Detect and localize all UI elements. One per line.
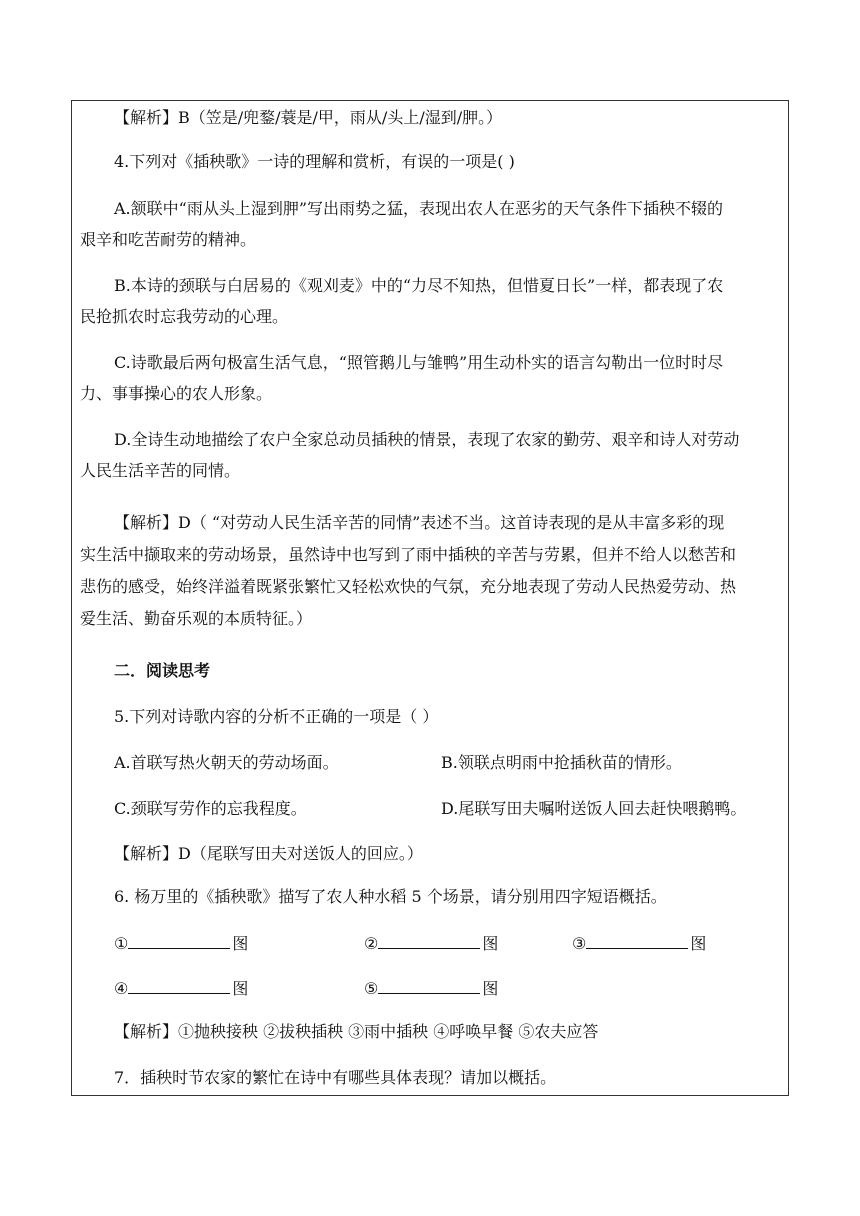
q5-analysis: 【解析】D（尾联写田夫对送饭人的回应。） xyxy=(114,844,423,863)
q5-option-b: B.领联点明雨中抢插秋苗的情形。 xyxy=(441,753,682,772)
q6-answer-line-1[interactable] xyxy=(128,932,230,949)
q5-option-c: C.颈联写劳作的忘我程度。 xyxy=(114,799,307,818)
q4-option-c-line1: C.诗歌最后两句极富生活气息，“照管鹅儿与雏鸭”用生动朴实的语言勾勒出一位时时尽 xyxy=(114,353,724,372)
q6-blank-4 xyxy=(114,977,248,999)
q6-blank-5-marker: ⑤ xyxy=(364,979,379,998)
q6-blank-2 xyxy=(364,932,498,954)
q5-stem: 5.下列对诗歌内容的分析不正确的一项是（ ） xyxy=(114,707,439,726)
q6-answer-line-3[interactable] xyxy=(586,932,688,949)
q6-stem: 6. 杨万里的《插秧歌》描写了农人种水稻 5 个场景，请分别用四字短语概括。 xyxy=(114,887,667,906)
q4-analysis-line4: 爱生活、勤奋乐观的本质特征。） xyxy=(80,609,313,628)
q6-answer-line-5[interactable] xyxy=(378,977,480,994)
q4-option-b-line1: B.本诗的颈联与白居易的《观刈麦》中的“力尽不知热，但惜夏日长”一样，都表现了农 xyxy=(114,276,724,295)
q4-option-a-line2: 艰辛和吃苦耐劳的精神。 xyxy=(80,230,257,249)
q4-option-a-line1: A.颔联中“雨从头上湿到胛”写出雨势之猛，表现出农人在恶劣的天气条件下插秧不辍的 xyxy=(114,199,724,218)
q6-blank-5-suffix: 图 xyxy=(482,979,499,998)
q6-blank-1-marker: ① xyxy=(114,934,129,953)
q6-blank-4-suffix: 图 xyxy=(232,979,249,998)
q4-option-d-line1: D.全诗生动地描绘了农户全家总动员插秧的情景，表现了农家的勤劳、艰辛和诗人对劳动 xyxy=(114,430,740,449)
q4-analysis-line2: 实生活中撷取来的劳动场景，虽然诗中也写到了雨中插秧的辛苦与劳累，但并不给人以愁苦和 xyxy=(80,545,737,564)
q6-blank-4-marker: ④ xyxy=(114,979,129,998)
q5-option-d: D.尾联写田夫嘱咐送饭人回去赶快喂鹅鸭。 xyxy=(441,799,747,818)
q4-stem: 4.下列对《插秧歌》一诗的理解和赏析，有误的一项是( ) xyxy=(114,152,515,171)
q4-option-b-line2: 民抢抓农时忘我劳动的心理。 xyxy=(80,307,289,326)
q4-analysis-line3: 悲伤的感受，始终洋溢着既紧张繁忙又轻松欢快的气氛，充分地表现了劳动人民热爱劳动、热 xyxy=(80,577,737,596)
q5-option-a: A.首联写热火朝天的劳动场面。 xyxy=(114,753,339,772)
q4-option-d-line2: 人民生活辛苦的同情。 xyxy=(80,461,241,480)
q6-blank-3 xyxy=(572,932,706,954)
q6-answer-line-2[interactable] xyxy=(378,932,480,949)
q6-analysis: 【解析】①抛秧接秧 ②拔秧插秧 ③雨中插秧 ④呼唤早餐 ⑤农夫应答 xyxy=(114,1022,599,1041)
q6-answer-line-4[interactable] xyxy=(128,977,230,994)
q6-blank-5 xyxy=(364,977,498,999)
q6-blank-3-suffix: 图 xyxy=(690,934,707,953)
q6-blank-2-marker: ② xyxy=(364,934,379,953)
q4-analysis-line1: 【解析】D（ “对劳动人民生活辛苦的同情”表述不当。这首诗表现的是从丰富多彩的现 xyxy=(114,513,725,532)
q4-option-c-line2: 力、事事操心的农人形象。 xyxy=(80,384,273,403)
q6-blank-1-suffix: 图 xyxy=(232,934,249,953)
q6-blank-2-suffix: 图 xyxy=(482,934,499,953)
q7-stem: 7．插秧时节农家的繁忙在诗中有哪些具体表现？请加以概括。 xyxy=(114,1068,557,1087)
q3-analysis: 【解析】B（笠是/兜鍪/蓑是/甲，雨从/头上/湿到/胛。） xyxy=(114,108,503,127)
q6-blank-1 xyxy=(114,932,248,954)
section-heading: 二．阅读思考 xyxy=(114,661,211,680)
q6-blank-3-marker: ③ xyxy=(572,934,587,953)
